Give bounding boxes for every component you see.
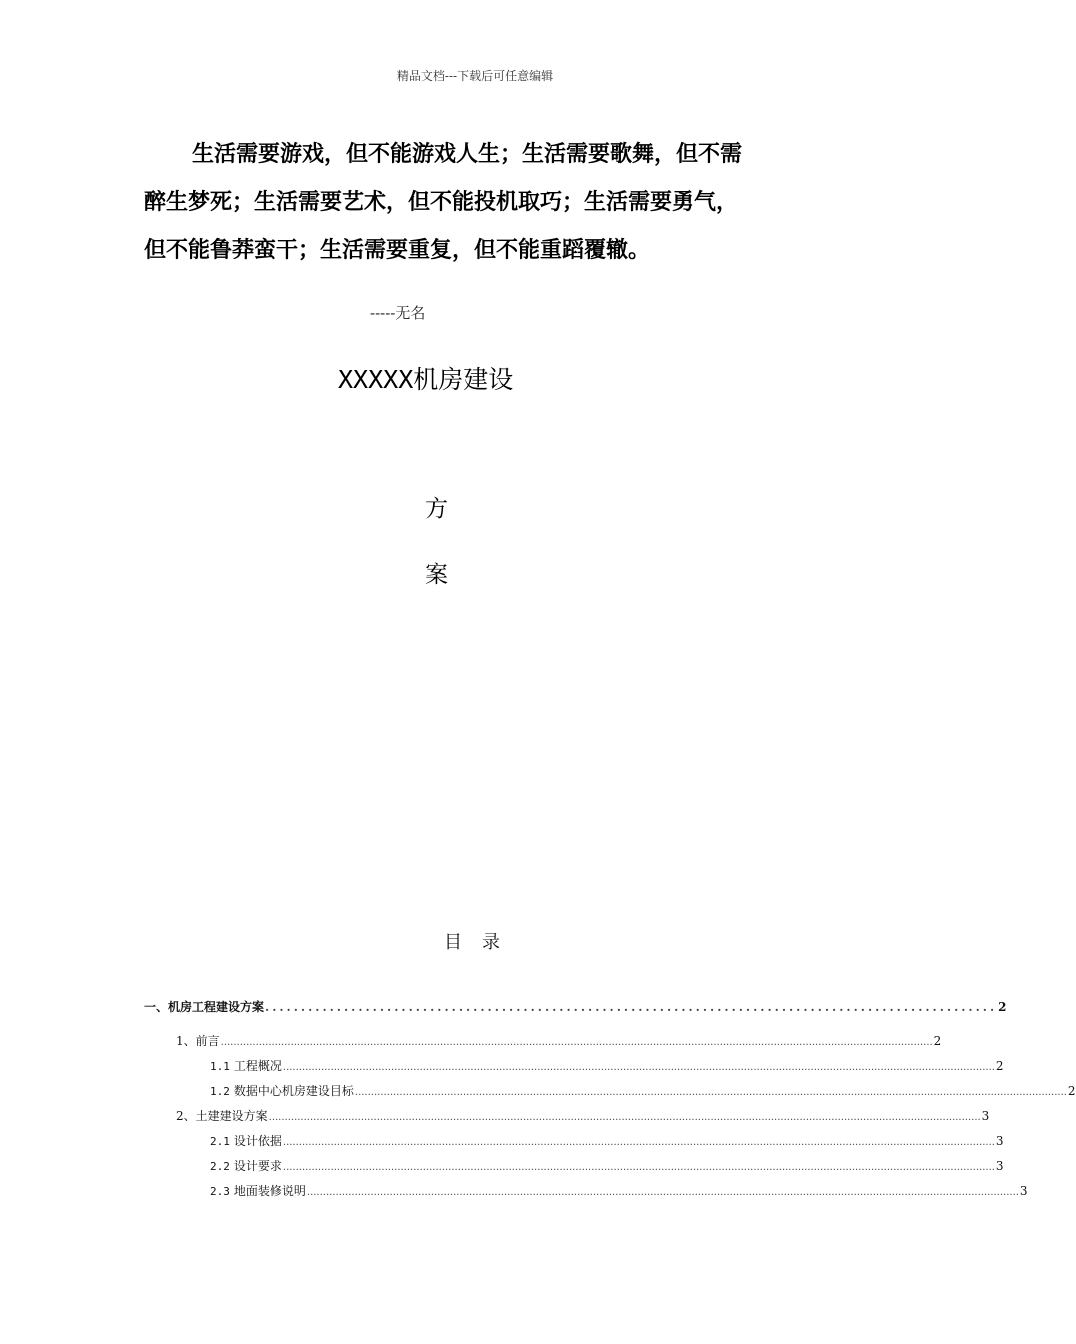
toc-entry[interactable]: 1.1 工程概况 ................................................................................................................................................................................................................................ 2	[210, 1059, 1004, 1073]
quote-line-3: 但不能鲁莽蛮干；生活需要重复，但不能重蹈覆辙。	[144, 237, 651, 263]
toc-entry[interactable]: 2.2 设计要求 ................................................................................................................................................................................................................................ 3	[210, 1159, 1004, 1173]
quote-line-2: 醉生梦死；生活需要艺术，但不能投机取巧；生活需要勇气，	[144, 189, 739, 215]
title-prefix: XXXXX	[338, 365, 414, 394]
title-char-an: 案	[425, 562, 448, 588]
toc-entry[interactable]: 1、前言 ................................................................................................................................................................................................................................ 2	[176, 1034, 942, 1048]
document-title	[338, 360, 513, 396]
toc-entry[interactable]: 1.2 数据中心机房建设目标 ................................................................................................................................................................................................................................ 2	[210, 1084, 1076, 1098]
title-char-fang: 方	[425, 496, 448, 522]
toc-entry[interactable]: 一、机房工程建设方案 ...................................................................................................... 2	[144, 1000, 1007, 1014]
page-header: 精品文档---下载后可任意编辑	[396, 69, 554, 83]
toc-entry[interactable]: 2、土建建设方案 ................................................................................................................................................................................................................................ 3	[176, 1109, 990, 1123]
table-of-contents	[144, 998, 1076, 1207]
toc-entry[interactable]: 2.1 设计依据 ................................................................................................................................................................................................................................ 3	[210, 1134, 1004, 1148]
quote-author: -----无名	[370, 304, 426, 322]
quote-line-1: 生活需要游戏，但不能游戏人生；生活需要歌舞，但不需	[192, 141, 743, 167]
toc-entry[interactable]: 2.3 地面装修说明 ................................................................................................................................................................................................................................ 3	[210, 1184, 1028, 1198]
title-main: 机房建设	[413, 365, 514, 394]
toc-heading: 目 录	[444, 932, 506, 953]
quote-block	[144, 130, 804, 274]
